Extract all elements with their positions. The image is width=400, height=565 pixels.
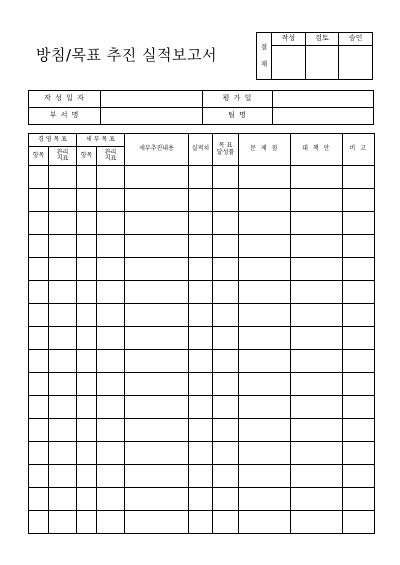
table-cell[interactable] bbox=[49, 465, 77, 488]
team-label: 팀 명 bbox=[203, 108, 273, 125]
table-cell[interactable] bbox=[189, 327, 213, 350]
header-detail-plan: 세부추진내용 bbox=[125, 134, 189, 166]
header-result: 실적치 bbox=[189, 134, 213, 166]
table-cell[interactable] bbox=[97, 373, 125, 396]
table-cell[interactable] bbox=[343, 511, 375, 534]
table-cell[interactable] bbox=[239, 304, 291, 327]
approval-side-label-bottom: 재 bbox=[260, 60, 268, 68]
table-cell[interactable] bbox=[189, 373, 213, 396]
table-cell[interactable] bbox=[49, 373, 77, 396]
table-cell[interactable] bbox=[239, 189, 291, 212]
table-cell[interactable] bbox=[77, 166, 97, 189]
table-row bbox=[29, 212, 375, 235]
table-cell[interactable] bbox=[239, 465, 291, 488]
table-cell[interactable] bbox=[189, 189, 213, 212]
info-table bbox=[28, 90, 374, 125]
table-cell[interactable] bbox=[125, 419, 189, 442]
table-row bbox=[29, 166, 375, 189]
approval-sign-approve[interactable] bbox=[339, 46, 373, 80]
table-cell[interactable] bbox=[189, 511, 213, 534]
table-cell[interactable] bbox=[189, 396, 213, 419]
table-row bbox=[29, 373, 375, 396]
table-cell[interactable] bbox=[239, 373, 291, 396]
table-cell[interactable] bbox=[97, 281, 125, 304]
table-cell[interactable] bbox=[125, 488, 189, 511]
table-cell[interactable] bbox=[125, 281, 189, 304]
table-cell[interactable] bbox=[97, 419, 125, 442]
department-label: 부 서 명 bbox=[29, 108, 101, 125]
table-cell[interactable] bbox=[239, 327, 291, 350]
table-cell[interactable] bbox=[189, 166, 213, 189]
table-cell[interactable] bbox=[239, 235, 291, 258]
table-cell[interactable] bbox=[77, 350, 97, 373]
table-cell[interactable] bbox=[343, 396, 375, 419]
table-row bbox=[29, 327, 375, 350]
table-cell[interactable] bbox=[343, 189, 375, 212]
table-cell[interactable] bbox=[77, 442, 97, 465]
table-cell[interactable] bbox=[213, 258, 239, 281]
table-cell[interactable] bbox=[29, 419, 49, 442]
table-cell[interactable] bbox=[189, 281, 213, 304]
table-cell[interactable] bbox=[49, 166, 77, 189]
table-cell[interactable] bbox=[77, 258, 97, 281]
table-cell[interactable] bbox=[29, 396, 49, 419]
table-cell[interactable] bbox=[213, 373, 239, 396]
evaluation-date-label: 평 가 일 bbox=[203, 91, 273, 108]
table-cell[interactable] bbox=[343, 465, 375, 488]
table-cell[interactable] bbox=[213, 396, 239, 419]
table-cell[interactable] bbox=[213, 419, 239, 442]
department-field[interactable] bbox=[101, 108, 203, 125]
table-cell[interactable] bbox=[213, 465, 239, 488]
table-cell[interactable] bbox=[97, 327, 125, 350]
approval-sign-author[interactable] bbox=[272, 46, 306, 80]
table-cell[interactable] bbox=[77, 373, 97, 396]
approval-sign-review[interactable] bbox=[305, 46, 339, 80]
table-cell[interactable] bbox=[343, 258, 375, 281]
table-cell[interactable] bbox=[343, 235, 375, 258]
table-cell[interactable] bbox=[77, 488, 97, 511]
table-cell[interactable] bbox=[239, 419, 291, 442]
table-cell[interactable] bbox=[29, 212, 49, 235]
table-cell[interactable] bbox=[29, 327, 49, 350]
header-remarks: 비 고 bbox=[343, 134, 375, 166]
table-cell[interactable] bbox=[125, 396, 189, 419]
table-cell[interactable] bbox=[239, 350, 291, 373]
table-cell[interactable] bbox=[29, 350, 49, 373]
table-cell[interactable] bbox=[77, 511, 97, 534]
table-cell[interactable] bbox=[189, 212, 213, 235]
table-cell[interactable] bbox=[49, 511, 77, 534]
table-cell[interactable] bbox=[213, 281, 239, 304]
table-cell[interactable] bbox=[97, 304, 125, 327]
table-cell[interactable] bbox=[291, 189, 343, 212]
table-cell[interactable] bbox=[343, 442, 375, 465]
table-cell[interactable] bbox=[97, 465, 125, 488]
table-cell[interactable] bbox=[97, 235, 125, 258]
main-table bbox=[28, 133, 375, 534]
table-cell[interactable] bbox=[49, 258, 77, 281]
table-cell[interactable] bbox=[29, 511, 49, 534]
table-cell[interactable] bbox=[343, 488, 375, 511]
table-cell[interactable] bbox=[125, 350, 189, 373]
table-cell[interactable] bbox=[291, 258, 343, 281]
table-cell[interactable] bbox=[291, 419, 343, 442]
table-cell[interactable] bbox=[125, 166, 189, 189]
table-cell[interactable] bbox=[291, 488, 343, 511]
table-cell[interactable] bbox=[291, 350, 343, 373]
table-cell[interactable] bbox=[77, 189, 97, 212]
approval-side-label-top: 결 bbox=[260, 43, 268, 52]
table-cell[interactable] bbox=[29, 281, 49, 304]
table-cell[interactable] bbox=[291, 304, 343, 327]
approval-header-approve: 승인 bbox=[339, 33, 373, 46]
table-cell[interactable] bbox=[77, 327, 97, 350]
table-cell[interactable] bbox=[291, 281, 343, 304]
table-cell[interactable] bbox=[291, 235, 343, 258]
table-row bbox=[29, 396, 375, 419]
table-cell[interactable] bbox=[49, 350, 77, 373]
table-cell[interactable] bbox=[189, 488, 213, 511]
table-cell[interactable] bbox=[343, 350, 375, 373]
table-cell[interactable] bbox=[125, 465, 189, 488]
table-row bbox=[29, 350, 375, 373]
table-cell[interactable] bbox=[213, 442, 239, 465]
table-cell[interactable] bbox=[97, 258, 125, 281]
table-cell[interactable] bbox=[29, 304, 49, 327]
table-row bbox=[29, 488, 375, 511]
table-cell[interactable] bbox=[125, 327, 189, 350]
table-cell[interactable] bbox=[291, 396, 343, 419]
table-cell[interactable] bbox=[189, 258, 213, 281]
approval-side-label bbox=[257, 33, 272, 80]
table-cell[interactable] bbox=[291, 166, 343, 189]
table-cell[interactable] bbox=[291, 465, 343, 488]
table-row bbox=[29, 304, 375, 327]
table-cell[interactable] bbox=[343, 419, 375, 442]
table-cell[interactable] bbox=[239, 258, 291, 281]
table-cell[interactable] bbox=[49, 304, 77, 327]
table-cell[interactable] bbox=[239, 166, 291, 189]
table-cell[interactable] bbox=[343, 304, 375, 327]
table-cell[interactable] bbox=[125, 189, 189, 212]
table-cell[interactable] bbox=[343, 373, 375, 396]
table-cell[interactable] bbox=[125, 304, 189, 327]
header-management-indicator: 관리 지표 bbox=[49, 147, 77, 166]
table-cell[interactable] bbox=[97, 212, 125, 235]
table-cell[interactable] bbox=[77, 304, 97, 327]
table-cell[interactable] bbox=[291, 511, 343, 534]
table-cell[interactable] bbox=[291, 442, 343, 465]
table-row bbox=[29, 465, 375, 488]
table-cell[interactable] bbox=[213, 350, 239, 373]
table-cell[interactable] bbox=[189, 465, 213, 488]
table-cell[interactable] bbox=[49, 488, 77, 511]
table-row bbox=[29, 442, 375, 465]
table-cell[interactable] bbox=[239, 442, 291, 465]
table-cell[interactable] bbox=[343, 327, 375, 350]
header-achievement: 목 표 달성률 bbox=[213, 134, 239, 166]
table-cell[interactable] bbox=[343, 212, 375, 235]
table-cell[interactable] bbox=[97, 488, 125, 511]
table-cell[interactable] bbox=[77, 235, 97, 258]
header-item: 항목 bbox=[29, 147, 49, 166]
table-cell[interactable] bbox=[77, 212, 97, 235]
table-cell[interactable] bbox=[97, 166, 125, 189]
table-cell[interactable] bbox=[29, 166, 49, 189]
table-cell[interactable] bbox=[213, 189, 239, 212]
table-cell[interactable] bbox=[49, 442, 77, 465]
table-cell[interactable] bbox=[213, 166, 239, 189]
header-item-2: 항목 bbox=[77, 147, 97, 166]
table-cell[interactable] bbox=[189, 350, 213, 373]
table-cell[interactable] bbox=[239, 488, 291, 511]
header-detail-goal: 세 부 목 표 bbox=[77, 134, 125, 147]
table-cell[interactable] bbox=[291, 373, 343, 396]
date-written-label: 작 성 일 자 bbox=[29, 91, 101, 108]
table-cell[interactable] bbox=[49, 419, 77, 442]
header-problems: 문 제 점 bbox=[239, 134, 291, 166]
table-cell[interactable] bbox=[29, 442, 49, 465]
table-cell[interactable] bbox=[97, 350, 125, 373]
table-row bbox=[29, 419, 375, 442]
table-cell[interactable] bbox=[343, 166, 375, 189]
table-cell[interactable] bbox=[29, 488, 49, 511]
table-cell[interactable] bbox=[239, 511, 291, 534]
header-management-goal: 경 영 목 표 bbox=[29, 134, 77, 147]
table-cell[interactable] bbox=[97, 511, 125, 534]
table-cell[interactable] bbox=[29, 465, 49, 488]
table-cell[interactable] bbox=[77, 396, 97, 419]
table-cell[interactable] bbox=[125, 212, 189, 235]
table-cell[interactable] bbox=[189, 235, 213, 258]
table-cell[interactable] bbox=[49, 235, 77, 258]
approval-header-review: 검토 bbox=[305, 33, 339, 46]
table-cell[interactable] bbox=[189, 304, 213, 327]
table-cell[interactable] bbox=[77, 281, 97, 304]
table-cell[interactable] bbox=[125, 258, 189, 281]
evaluation-date-field[interactable] bbox=[273, 91, 374, 108]
table-cell[interactable] bbox=[97, 442, 125, 465]
table-cell[interactable] bbox=[213, 327, 239, 350]
table-cell[interactable] bbox=[213, 488, 239, 511]
table-cell[interactable] bbox=[291, 327, 343, 350]
table-cell[interactable] bbox=[213, 212, 239, 235]
table-row bbox=[29, 511, 375, 534]
table-cell[interactable] bbox=[29, 373, 49, 396]
table-cell[interactable] bbox=[49, 327, 77, 350]
table-cell[interactable] bbox=[125, 511, 189, 534]
table-cell[interactable] bbox=[125, 235, 189, 258]
approval-block bbox=[256, 32, 373, 80]
table-cell[interactable] bbox=[189, 442, 213, 465]
table-cell[interactable] bbox=[213, 511, 239, 534]
table-row bbox=[29, 258, 375, 281]
table-cell[interactable] bbox=[213, 304, 239, 327]
table-cell[interactable] bbox=[239, 281, 291, 304]
date-written-field[interactable] bbox=[101, 91, 203, 108]
table-row bbox=[29, 189, 375, 212]
table-cell[interactable] bbox=[125, 442, 189, 465]
table-cell[interactable] bbox=[49, 212, 77, 235]
document-title: 방침/목표 추진 실적보고서 bbox=[36, 46, 217, 64]
table-cell[interactable] bbox=[29, 258, 49, 281]
table-cell[interactable] bbox=[239, 212, 291, 235]
table-row bbox=[29, 235, 375, 258]
table-cell[interactable] bbox=[213, 235, 239, 258]
approval-header-author: 작성 bbox=[272, 33, 306, 46]
table-cell[interactable] bbox=[291, 212, 343, 235]
table-cell[interactable] bbox=[97, 396, 125, 419]
table-cell[interactable] bbox=[77, 465, 97, 488]
header-management-indicator-2: 관리 지표 bbox=[97, 147, 125, 166]
table-cell[interactable] bbox=[29, 189, 49, 212]
header-countermeasure: 대 책 안 bbox=[291, 134, 343, 166]
table-cell[interactable] bbox=[49, 281, 77, 304]
table-cell[interactable] bbox=[97, 189, 125, 212]
table-cell[interactable] bbox=[189, 419, 213, 442]
table-cell[interactable] bbox=[125, 373, 189, 396]
team-field[interactable] bbox=[273, 108, 374, 125]
table-cell[interactable] bbox=[49, 189, 77, 212]
table-row bbox=[29, 281, 375, 304]
table-cell[interactable] bbox=[29, 235, 49, 258]
table-cell[interactable] bbox=[239, 396, 291, 419]
table-cell[interactable] bbox=[343, 281, 375, 304]
table-cell[interactable] bbox=[49, 396, 77, 419]
table-cell[interactable] bbox=[77, 419, 97, 442]
